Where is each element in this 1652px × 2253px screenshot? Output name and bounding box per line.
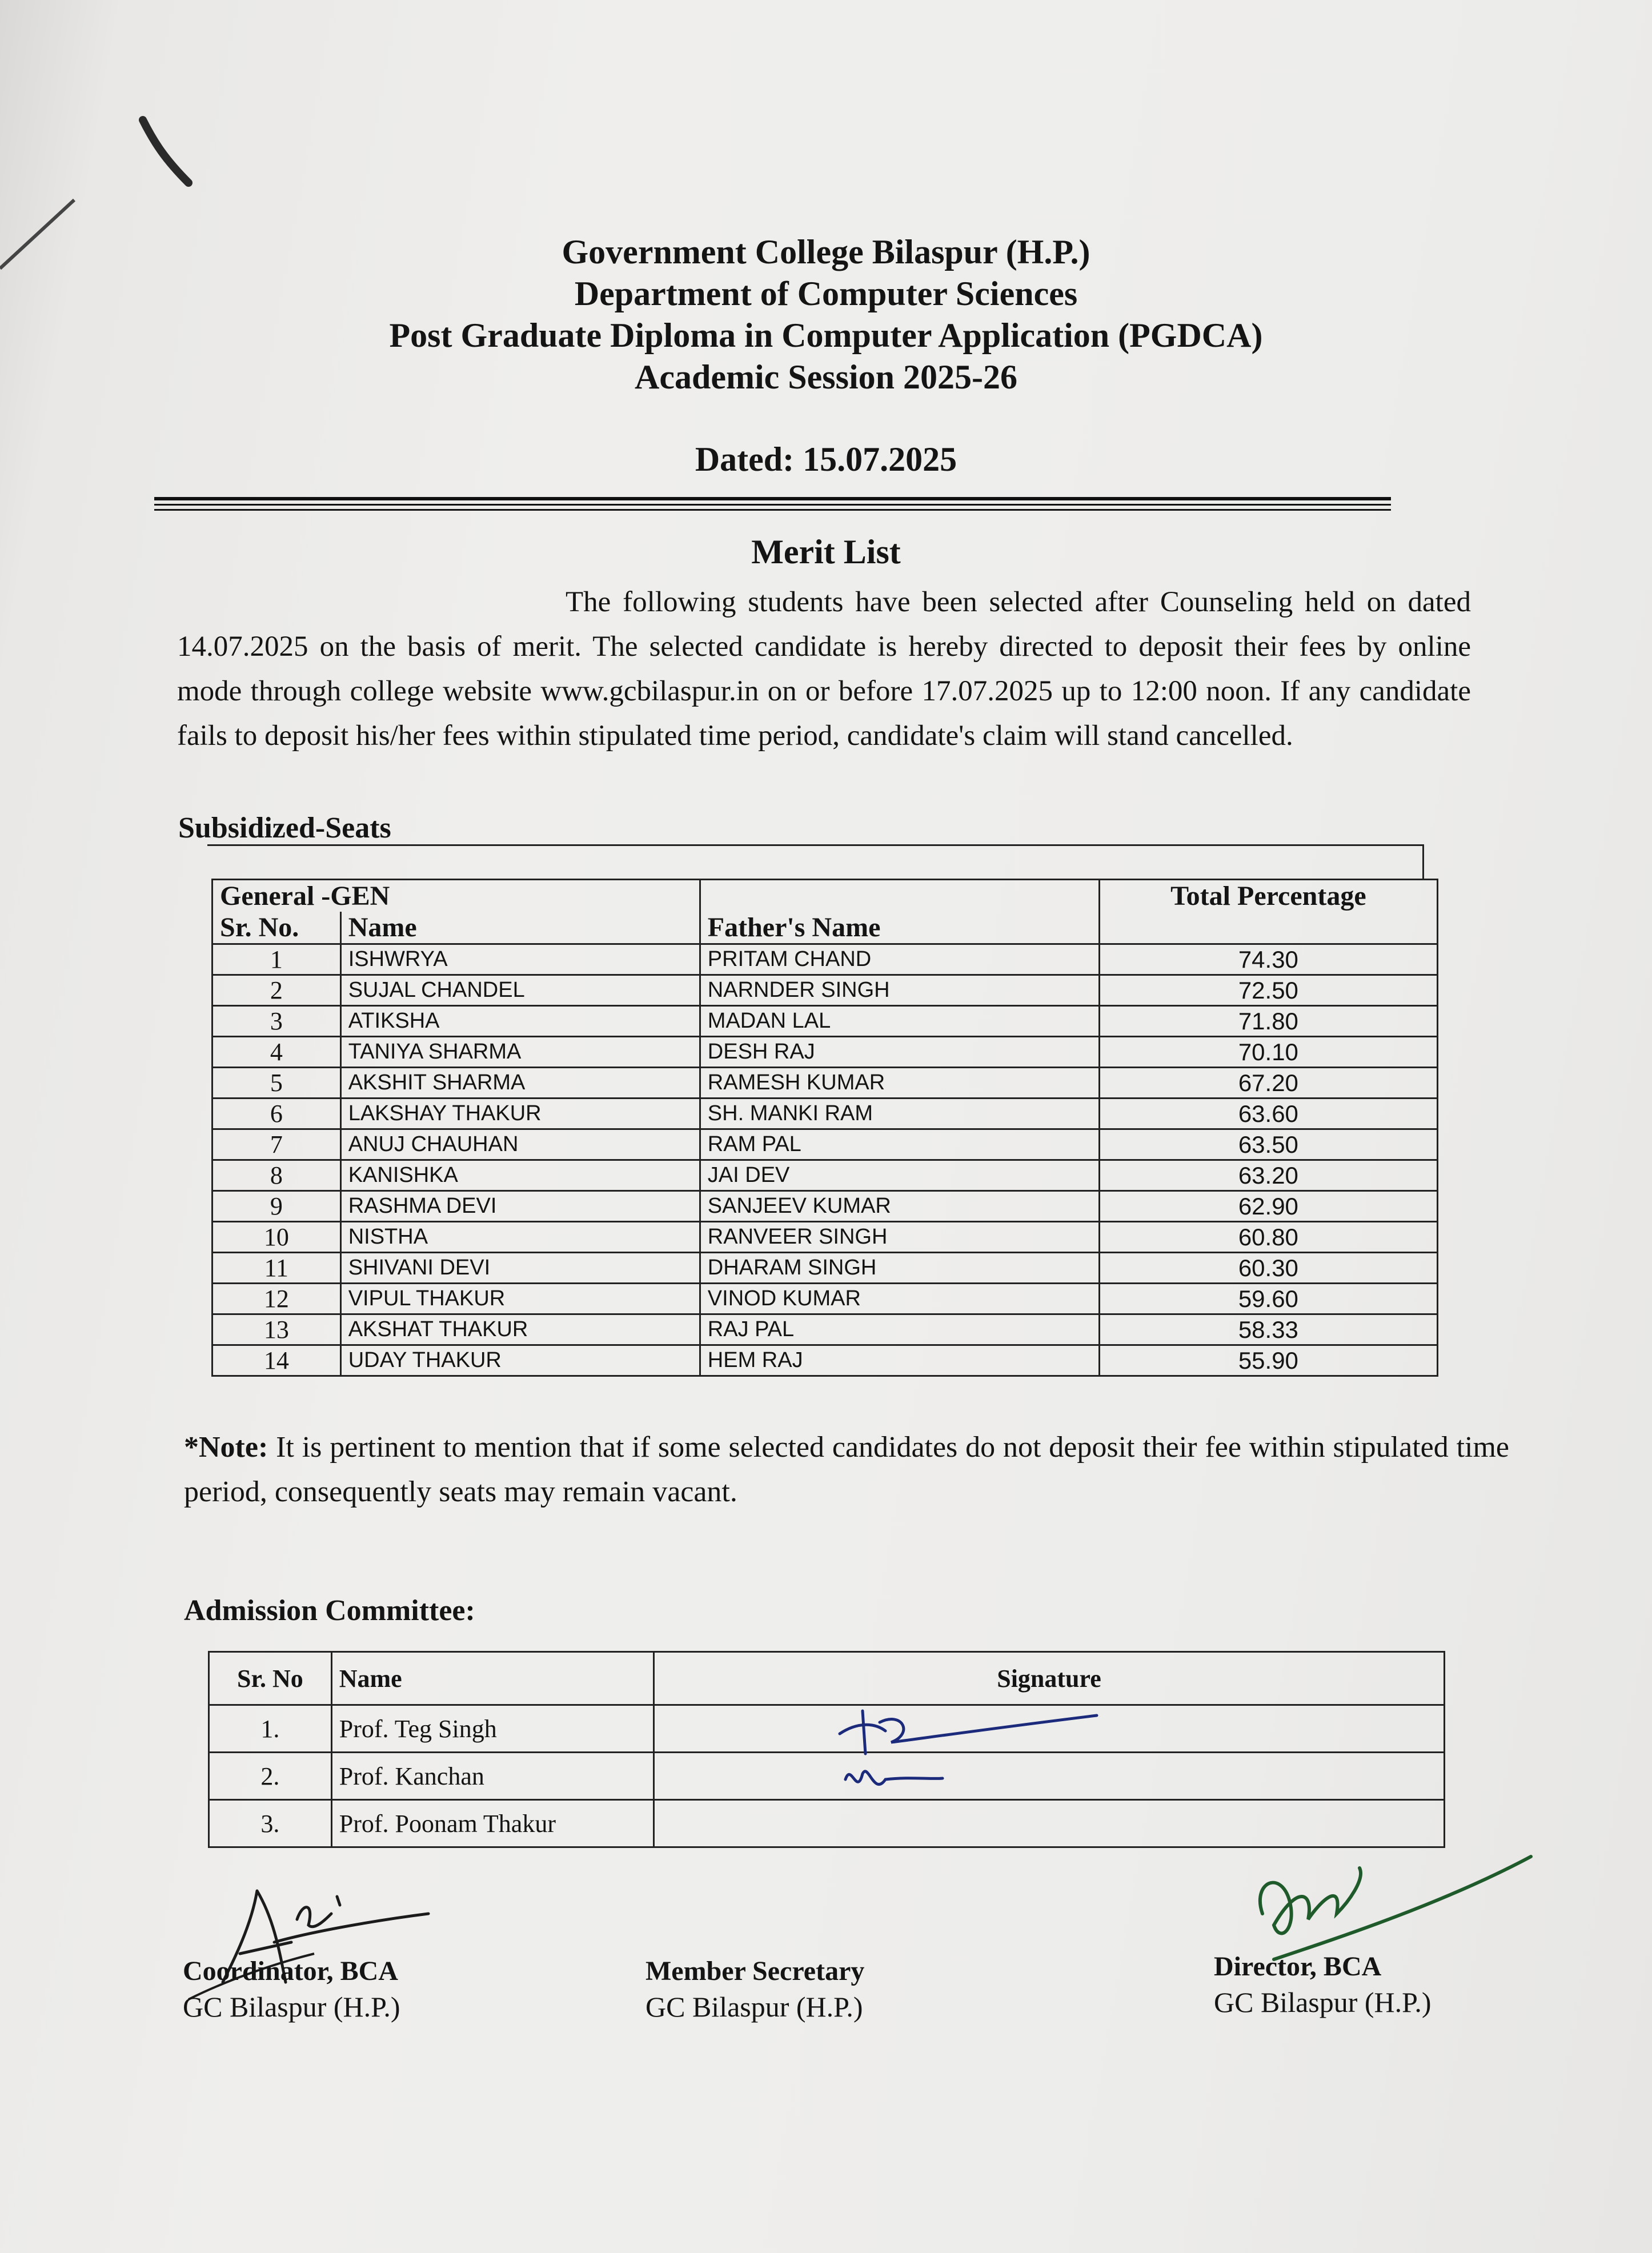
merit-sr-no: 13 <box>212 1314 341 1345</box>
intro-paragraph: The following students have been selected after Counseling held on dated 14.07.2025 on the basis of merit. The selected candidate is hereby directed to deposit their fees by online mode through college website www.gcbilaspur.in on or before 17.07.2025 up to 12:00 noon. If any candidate fails to deposit his/her fees within stipulated time period, candidate's claim will stand cancelled. <box>177 586 1471 752</box>
committee-member-name: Prof. Teg Singh <box>331 1705 653 1753</box>
col-header-father: Father's Name <box>700 912 1099 944</box>
merit-sr-no: 3 <box>212 1006 341 1037</box>
merit-row <box>212 1314 1438 1345</box>
merit-sr-no: 4 <box>212 1037 341 1068</box>
signatory-title: Director, BCA <box>1214 1951 1382 1982</box>
merit-sr-no: 9 <box>212 1191 341 1222</box>
father-name: DESH RAJ <box>700 1037 1099 1068</box>
committee-header-row <box>209 1652 1445 1705</box>
total-percentage: 67.20 <box>1099 1068 1437 1099</box>
merit-row <box>212 1037 1438 1068</box>
committee-col-sr: Sr. No <box>209 1652 332 1705</box>
merit-row <box>212 1129 1438 1160</box>
father-name: HEM RAJ <box>700 1345 1099 1376</box>
student-name: NISTHA <box>340 1222 700 1253</box>
student-name: SUJAL CHANDEL <box>340 975 700 1006</box>
category-label: General -GEN <box>212 880 700 912</box>
committee-col-name: Name <box>331 1652 653 1705</box>
student-name: RASHMA DEVI <box>340 1191 700 1222</box>
father-name: RAM PAL <box>700 1129 1099 1160</box>
total-percentage: 62.90 <box>1099 1191 1437 1222</box>
father-name: SH. MANKI RAM <box>700 1099 1099 1129</box>
merit-row <box>212 1006 1438 1037</box>
committee-member-name: Prof. Poonam Thakur <box>331 1800 653 1847</box>
header-rule-thin <box>154 504 1391 506</box>
student-name: AKSHAT THAKUR <box>340 1314 700 1345</box>
academic-session: Academic Session 2025-26 <box>635 358 1017 396</box>
total-percentage: 59.60 <box>1099 1284 1437 1314</box>
merit-sr-no: 14 <box>212 1345 341 1376</box>
college-name: Government College Bilaspur (H.P.) <box>562 233 1090 271</box>
student-name: ANUJ CHAUHAN <box>340 1129 700 1160</box>
father-name: RAMESH KUMAR <box>700 1068 1099 1099</box>
committee-sr-no: 3. <box>209 1800 332 1847</box>
header-rule <box>154 497 1391 500</box>
total-percentage: 63.20 <box>1099 1160 1437 1191</box>
student-name: VIPUL THAKUR <box>340 1284 700 1314</box>
father-name: MADAN LAL <box>700 1006 1099 1037</box>
merit-row <box>212 1253 1438 1284</box>
merit-sr-no: 7 <box>212 1129 341 1160</box>
merit-sr-no: 5 <box>212 1068 341 1099</box>
committee-sr-no: 2. <box>209 1753 332 1800</box>
merit-row <box>212 975 1438 1006</box>
seats-category-label: Subsidized-Seats <box>178 812 391 844</box>
signatory-director <box>1214 1948 1432 2020</box>
father-name: DHARAM SINGH <box>700 1253 1099 1284</box>
student-name: AKSHIT SHARMA <box>340 1068 700 1099</box>
student-name: TANIYA SHARMA <box>340 1037 700 1068</box>
table-frame-top <box>207 844 1424 846</box>
merit-sr-no: 11 <box>212 1253 341 1284</box>
student-name: KANISHKA <box>340 1160 700 1191</box>
signatory-place: GC Bilaspur (H.P.) <box>645 1991 863 2023</box>
total-percentage: 58.33 <box>1099 1314 1437 1345</box>
student-name: ISHWRYA <box>340 944 700 975</box>
note-label: *Note: <box>184 1431 268 1464</box>
merit-row <box>212 1160 1438 1191</box>
merit-sr-no: 8 <box>212 1160 341 1191</box>
header-rule-thin <box>154 509 1391 511</box>
signatory-place: GC Bilaspur (H.P.) <box>183 1991 400 2023</box>
merit-row <box>212 1284 1438 1314</box>
merit-row <box>212 944 1438 975</box>
total-percentage: 63.60 <box>1099 1099 1437 1129</box>
note-text: It is pertinent to mention that if some selected candidates do not deposit their fee within stipulated time period, consequently seats may remain vacant. <box>184 1431 1509 1508</box>
staple-mark <box>126 109 211 194</box>
committee-member-name: Prof. Kanchan <box>331 1753 653 1800</box>
note-paragraph <box>184 1425 1509 1514</box>
table-frame-side <box>1422 844 1424 879</box>
program-name: Post Graduate Diploma in Computer Application (PGDCA) <box>389 316 1263 354</box>
date-line: Dated: 15.07.2025 <box>695 440 957 478</box>
signatory-place: GC Bilaspur (H.P.) <box>1214 1986 1432 2018</box>
signatory-member-secretary <box>645 1953 864 2025</box>
total-percentage: 72.50 <box>1099 975 1437 1006</box>
total-percentage: 60.80 <box>1099 1222 1437 1253</box>
father-name: JAI DEV <box>700 1160 1099 1191</box>
category-row <box>212 880 1438 912</box>
total-percentage: 55.90 <box>1099 1345 1437 1376</box>
signature-teg-singh <box>823 1699 1120 1814</box>
father-name: NARNDER SINGH <box>700 975 1099 1006</box>
merit-table <box>211 879 1438 1377</box>
merit-row <box>212 1099 1438 1129</box>
col-header-name: Name <box>340 912 700 944</box>
signatory-coordinator <box>183 1953 400 2025</box>
merit-sr-no: 6 <box>212 1099 341 1129</box>
committee-label: Admission Committee: <box>184 1594 475 1627</box>
father-name: VINOD KUMAR <box>700 1284 1099 1314</box>
merit-sr-no: 12 <box>212 1284 341 1314</box>
father-name: SANJEEV KUMAR <box>700 1191 1099 1222</box>
total-percentage: 71.80 <box>1099 1006 1437 1037</box>
document-title: Merit List <box>751 533 901 571</box>
merit-row <box>212 1222 1438 1253</box>
merit-row <box>212 1068 1438 1099</box>
total-percentage: 74.30 <box>1099 944 1437 975</box>
merit-sr-no: 10 <box>212 1222 341 1253</box>
signatory-title: Coordinator, BCA <box>183 1956 398 1986</box>
total-percentage: 70.10 <box>1099 1037 1437 1068</box>
father-name: RAJ PAL <box>700 1314 1099 1345</box>
father-name: PRITAM CHAND <box>700 944 1099 975</box>
merit-sr-no: 1 <box>212 944 341 975</box>
merit-sr-no: 2 <box>212 975 341 1006</box>
committee-col-signature: Signature <box>654 1652 1445 1705</box>
merit-row <box>212 1191 1438 1222</box>
committee-sr-no: 1. <box>209 1705 332 1753</box>
student-name: SHIVANI DEVI <box>340 1253 700 1284</box>
signatory-title: Member Secretary <box>645 1956 865 1986</box>
student-name: UDAY THAKUR <box>340 1345 700 1376</box>
col-header-percentage: Total Percentage <box>1099 880 1437 944</box>
total-percentage: 63.50 <box>1099 1129 1437 1160</box>
total-percentage: 60.30 <box>1099 1253 1437 1284</box>
department-name: Department of Computer Sciences <box>574 275 1078 312</box>
col-header-sr: Sr. No. <box>212 912 341 944</box>
student-name: LAKSHAY THAKUR <box>340 1099 700 1129</box>
merit-row <box>212 1345 1438 1376</box>
student-name: ATIKSHA <box>340 1006 700 1037</box>
father-name: RANVEER SINGH <box>700 1222 1099 1253</box>
